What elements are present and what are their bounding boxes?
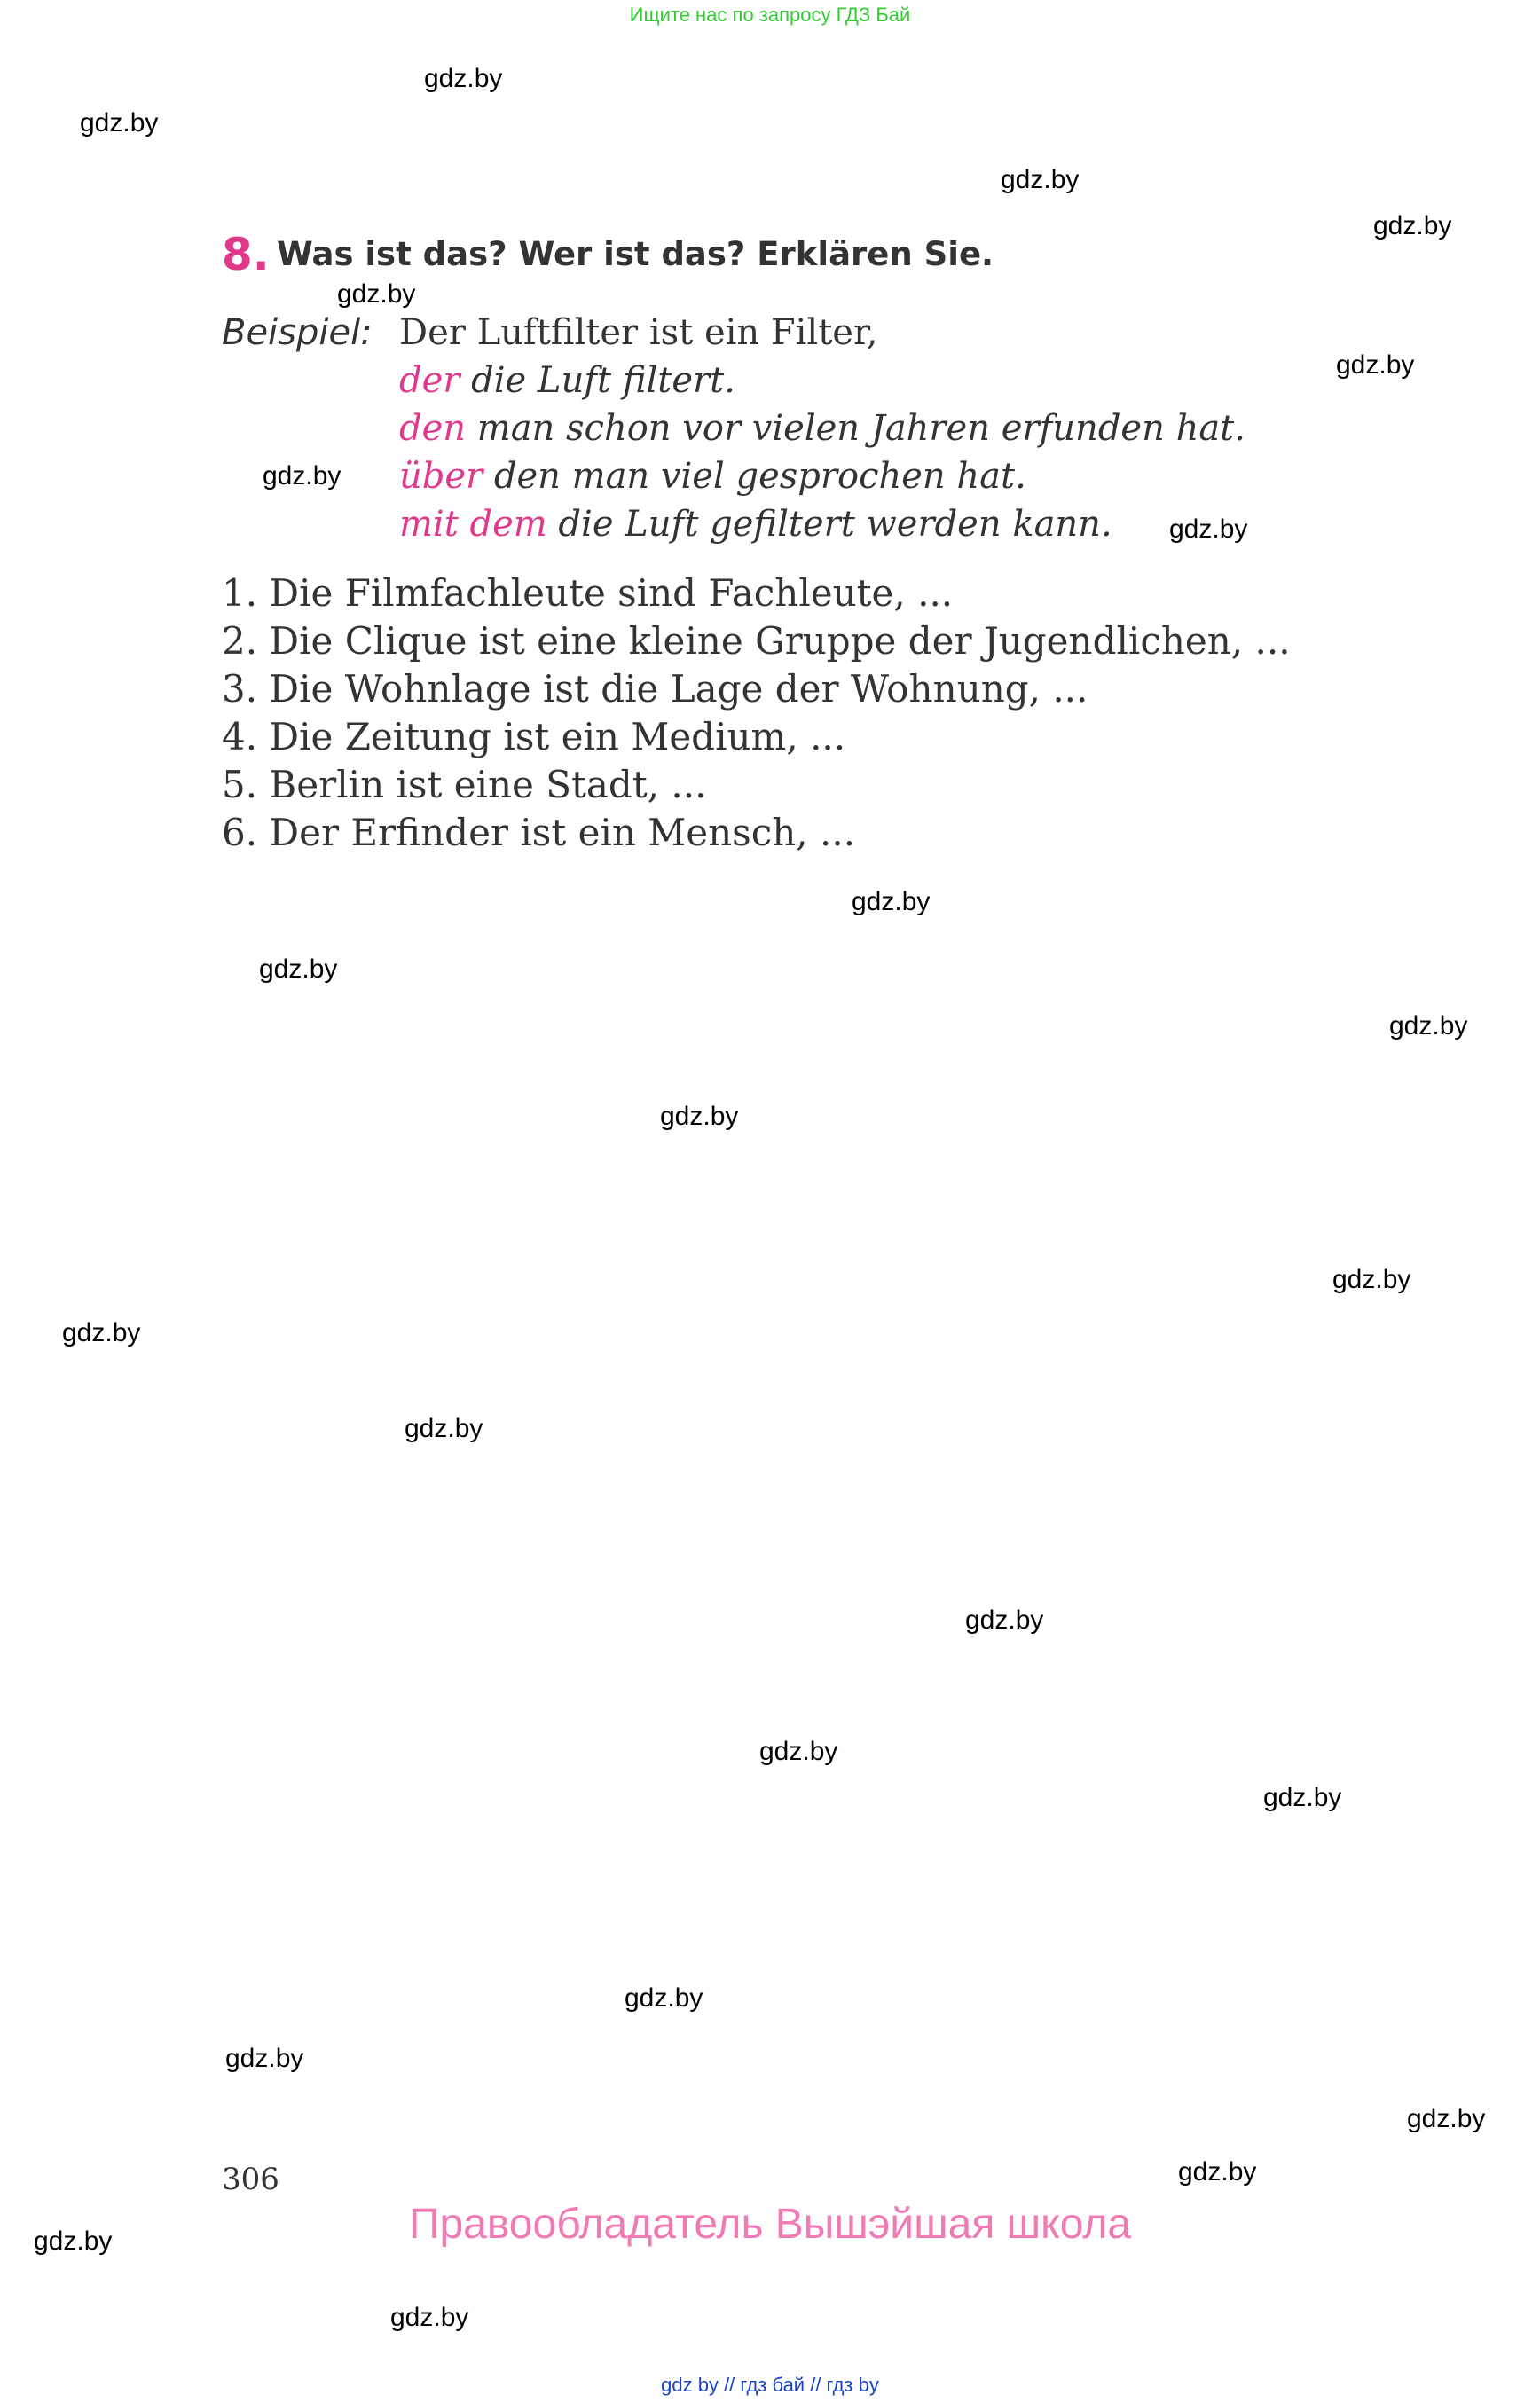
watermark: gdz.by: [1407, 2104, 1486, 2133]
relative-pronoun: mit dem: [399, 504, 547, 545]
example-line-rest: die Luft filtert.: [460, 360, 735, 401]
watermark: gdz.by: [34, 2226, 113, 2256]
exercise-item: 1. Die Filmfachleute sind Fachleute, ...: [222, 571, 954, 615]
top-banner: Ищите нас по запросу ГДЗ Бай: [629, 4, 911, 26]
watermark: gdz.by: [80, 108, 159, 137]
watermark: gdz.by: [759, 1737, 838, 1766]
watermark: gdz.by: [424, 64, 503, 93]
watermark: gdz.by: [263, 461, 342, 491]
watermark: gdz.by: [337, 279, 416, 309]
watermark: gdz.by: [225, 2044, 304, 2073]
relative-pronoun: der: [399, 360, 460, 401]
example-line: [399, 456, 1026, 497]
watermark: gdz.by: [259, 954, 338, 984]
watermark: gdz.by: [1389, 1011, 1468, 1041]
watermark: gdz.by: [1169, 514, 1248, 544]
watermark: gdz.by: [390, 2303, 469, 2332]
watermark: gdz.by: [1373, 211, 1452, 240]
watermark: gdz.by: [1001, 165, 1080, 194]
example-line: [399, 408, 1245, 449]
watermark: gdz.by: [625, 1983, 703, 2013]
watermark: gdz.by: [852, 887, 931, 916]
watermark: gdz.by: [1178, 2157, 1257, 2187]
copyright-notice: Правообладатель Вышэйшая школа: [408, 2201, 1132, 2248]
example-line: [399, 360, 735, 401]
watermark: gdz.by: [965, 1606, 1044, 1635]
watermark: gdz.by: [62, 1318, 141, 1347]
exercise-item: 5. Berlin ist eine Stadt, ...: [222, 763, 707, 806]
example-line-rest: man schon vor vielen Jahren erfunden hat.: [466, 408, 1245, 449]
exercise-item: 3. Die Wohnlage ist die Lage der Wohnung, ...: [222, 667, 1088, 711]
relative-pronoun: über: [399, 456, 483, 497]
example-line-rest: den man viel gesprochen hat.: [483, 456, 1026, 497]
watermark: gdz.by: [660, 1102, 739, 1131]
task-number: 8.: [222, 229, 270, 280]
example-label: Beispiel:: [222, 312, 373, 353]
example-line: [399, 504, 1112, 545]
exercise-item: 2. Die Clique ist eine kleine Gruppe der Jugendlichen, ...: [222, 619, 1291, 663]
exercise-item: 6. Der Erfinder ist ein Mensch, ...: [222, 811, 856, 854]
footer-links[interactable]: gdz by // гдз бай // гдз by: [661, 2374, 879, 2396]
watermark: gdz.by: [1332, 1265, 1411, 1294]
page-number: 306: [222, 2162, 279, 2197]
example-line-rest: die Luft gefiltert werden kann.: [546, 504, 1112, 545]
relative-pronoun: den: [399, 408, 467, 449]
watermark: gdz.by: [1336, 350, 1415, 380]
watermark: gdz.by: [405, 1414, 483, 1443]
task-title: Was ist das? Wer ist das? Erklären Sie.: [277, 235, 994, 273]
example-line: Der Luftfilter ist ein Filter,: [399, 312, 878, 353]
exercise-item: 4. Die Zeitung ist ein Medium, ...: [222, 715, 846, 758]
watermark: gdz.by: [1263, 1783, 1342, 1812]
